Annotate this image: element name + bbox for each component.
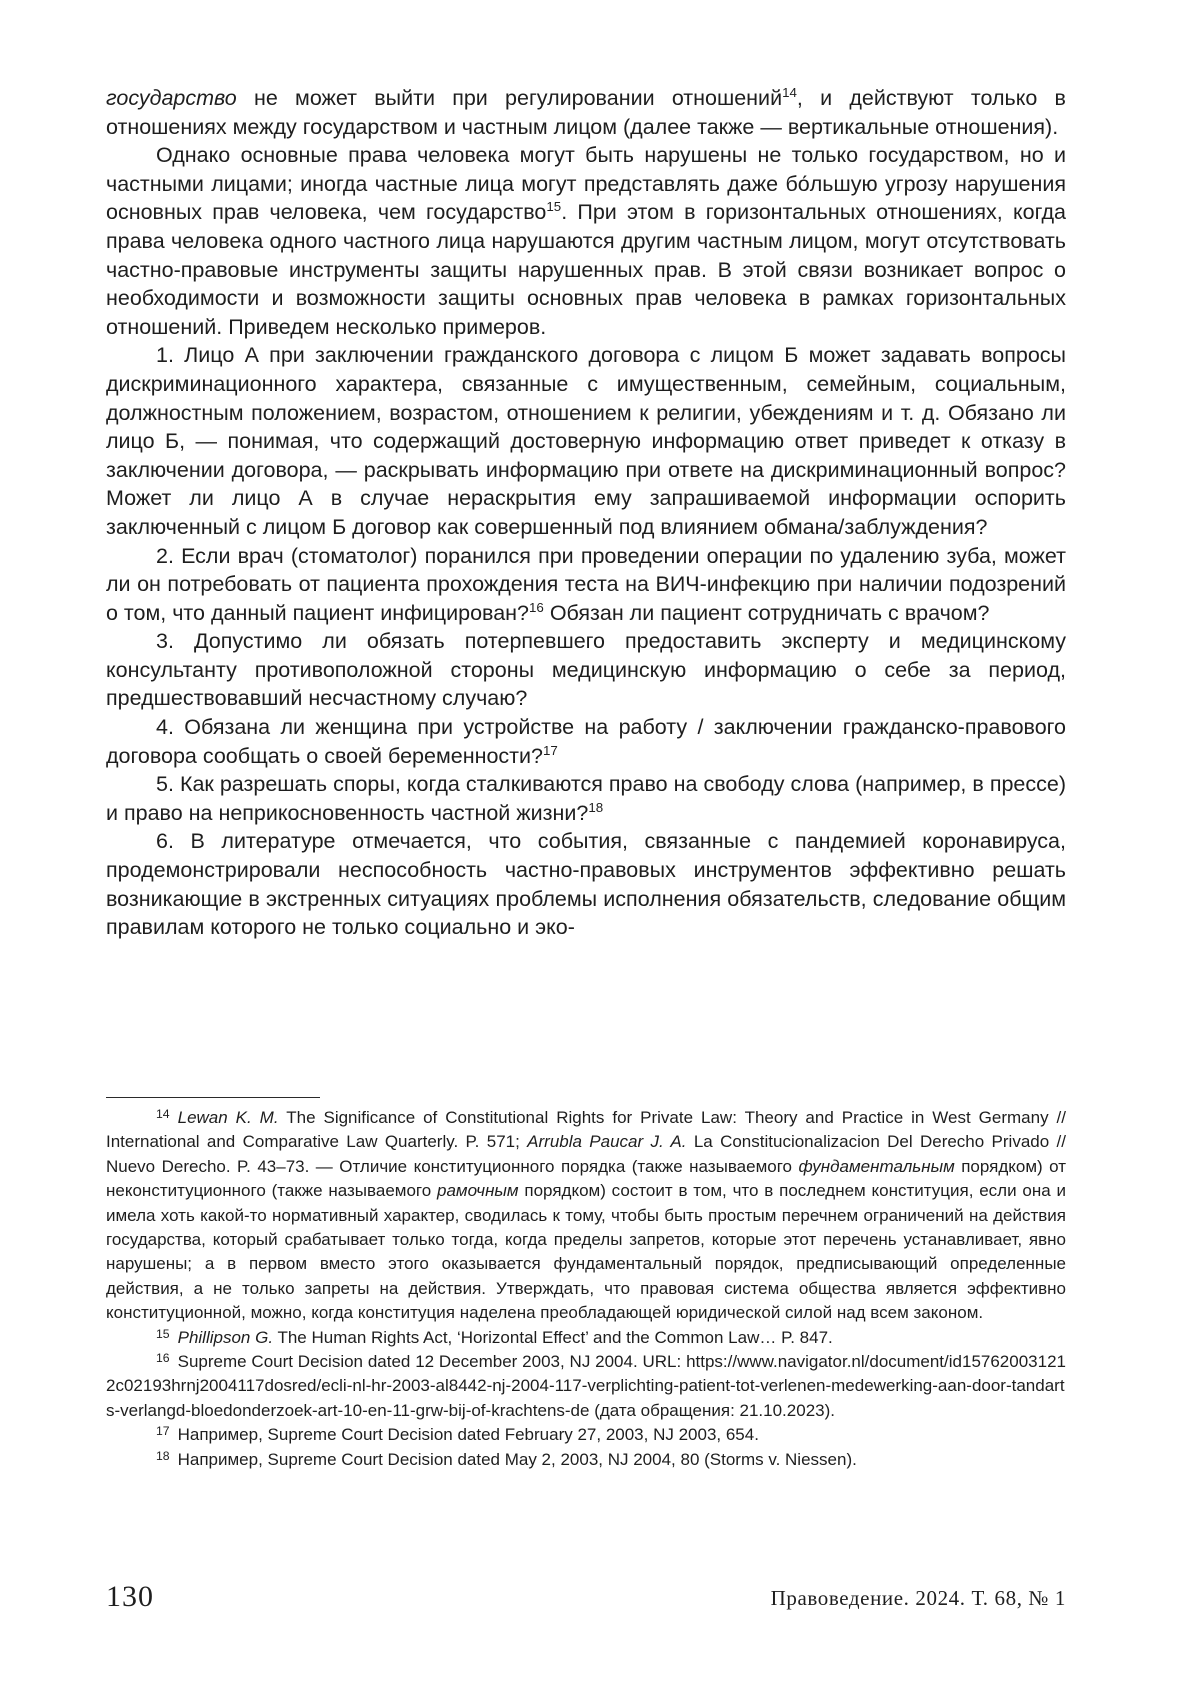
footnote-17 (106, 1423, 1066, 1447)
text-run: 5. Как разрешать споры, когда сталкиваются право на свободу слова (например, в прессе) и право на неприкосновенность частной жизни? (106, 772, 1066, 825)
text-run: The Human Rights Act, ‘Horizontal Effect’ and the Common Law… P. 847. (273, 1327, 833, 1347)
footnote-ref[interactable]: 14 (782, 84, 797, 100)
footnote-number: 16 (156, 1351, 170, 1366)
footnote-ref[interactable]: 18 (588, 799, 604, 815)
list-item: 3. Допустимо ли обязать потерпевшего предоставить эксперту и медицинскому консультанту противоположной стороны медицинскую информацию о себе за период, предшествовавший несчастному случаю? (106, 629, 1066, 711)
source-link[interactable]: https://www.navigator.nl/document/id157620031212c02193hrnj2004117dosred/ecli-nl-hr-2003-al8442-nj-2004-117-verplichting-patient-tot-verlenen-medewerking-aan-door-tandarts-verlangd-bloedonderzoek-art-10-en-11-grw-bij-of-krachtens-de (106, 1352, 1066, 1420)
text-run: порядком) от неконституционного (также называемого (106, 1156, 1067, 1201)
footnote-15 (106, 1326, 1066, 1350)
list-item (106, 770, 1066, 827)
footnote-ref[interactable]: 17 (542, 742, 558, 758)
text-run: 2. Если врач (стоматолог) поранился при проведении операции по удалению зуба, может ли он потребовать от пациента прохождения теста на ВИЧ-инфекцию при наличии подозрений о том, что данный пациент инфицирован? (106, 543, 1066, 625)
footnote-16 (106, 1350, 1066, 1423)
text-run: Однако основные права человека могут быть нарушены не только государством, но и частными лицами; иногда частные лица могут представлять даже бо́льшую угрозу нарушения основных прав человека, чем государство (106, 143, 1066, 225)
list-item: 6. В литературе отмечается, что события, связанные с пандемией коронавируса, продемонстрировали неспособность частно-правовых инструментов эффективно решать возникающие в экстренных ситуациях проблемы исполнения обязательств, следование общим правилам которого не только социально и эко- (106, 829, 1066, 940)
text-run: . При этом в горизонтальных отношениях, когда права человека одного частного лица нарушаются другим частным лицом, могут отсутствовать частно-правовые инструменты защиты нарушенных прав. В этой связи возникает вопрос о необходимости и возможности защиты основных прав человека в рамках горизонтальных отношений. Приведем несколько примеров. (106, 200, 1066, 339)
text-run: Обязан ли пациент сотрудничать с врачом? (543, 600, 990, 625)
footnote-18 (106, 1448, 1066, 1472)
text-run: Например, Supreme Court Decision dated May 2, 2003, NJ 2004, 80 (Storms v. Niessen). (177, 1449, 857, 1469)
footnote-ref[interactable]: 16 (529, 599, 544, 615)
italic-term: государство (106, 86, 237, 110)
text-run: 4. Обязана ли женщина при устройстве на работу / заключении гражданско-правового договора сообщать о своей беременности? (106, 715, 1066, 768)
footnote-number: 14 (156, 1107, 170, 1122)
text-run: не может выйти при регулировании отношений (236, 86, 783, 110)
text-run: Например, Supreme Court Decision dated February 27, 2003, NJ 2003, 654. (177, 1425, 759, 1445)
italic-term: фундаментальным (798, 1156, 955, 1176)
paragraph (106, 141, 1066, 341)
main-text (106, 84, 1066, 942)
text-run: Supreme Court Decision dated 12 December 2003, NJ 2004. URL: (177, 1352, 687, 1372)
page-footer (106, 1580, 1066, 1616)
italic-term: рамочным (437, 1181, 519, 1201)
text-run: La Constitucionalizacion Del Derecho Privado // Nuevo Derecho. P. 43–73. — Отличие конституционного порядка (также называемого (106, 1132, 1066, 1176)
footnotes (106, 1106, 1066, 1472)
author: Lewan K. M. (177, 1108, 279, 1127)
footnote-number: 17 (156, 1424, 170, 1439)
text-run: The Significance of Constitutional Rights for Private Law: Theory and Practice in West Germany // International and Comparative Law Quarterly. P. 571; (106, 1108, 1066, 1152)
author: Arrubla Paucar J. A. (527, 1132, 687, 1152)
list-item (106, 713, 1066, 770)
list-item (106, 542, 1066, 628)
author: Phillipson G. (177, 1327, 274, 1347)
text-run: порядком) состоит в том, что в последнем конституция, если она и имела хоть какой-то нормативный характер, сводилась к тому, чтобы быть простым перечнем ограничений на действия государства, который срабатывает только тогда, когда пределы запретов, которые этот перечень устанавливает, явно нарушены; а в первом вместо этого оказывается фундаментальный порядок, предписывающий определенные действия, а не только запреты на действия. Утверждать, что правовая система общества является эффективно конституционной, можно, когда конституция наделена преобладающей юридической силой над всем законом. (106, 1181, 1066, 1323)
text-run: , и действуют только в отношениях между государством и частным лицом (далее также — вертикальные отношения). (106, 86, 1066, 139)
footnote-number: 15 (156, 1326, 170, 1341)
journal-citation: Правоведение. 2024. Т. 68, № 1 (770, 1586, 1066, 1610)
paragraph (106, 84, 1066, 141)
footnote-ref[interactable]: 15 (546, 199, 562, 215)
page-number: 130 (106, 1580, 154, 1613)
footnote-number: 18 (156, 1448, 170, 1463)
footnote-separator (106, 1097, 320, 1098)
list-item: 1. Лицо А при заключении гражданского договора с лицом Б может задавать вопросы дискриминационного характера, связанные с имущественным, семейным, социальным, должностным положением, возрастом, отношением к религии, убеждениям и т. д. Обязано ли лицо Б, — понимая, что содержащий достоверную информацию ответ приведет к отказу в заключении договора, — раскрывать информацию при ответе на дискриминационный вопрос? Может ли лицо А в случае нераскрытия ему запрашиваемой информации оспорить заключенный с лицом Б договор как совершенный под влиянием обмана/заблуждения? (106, 343, 1066, 539)
text-run: (дата обращения: 21.10.2023). (589, 1400, 835, 1420)
footnote-14 (106, 1106, 1066, 1326)
